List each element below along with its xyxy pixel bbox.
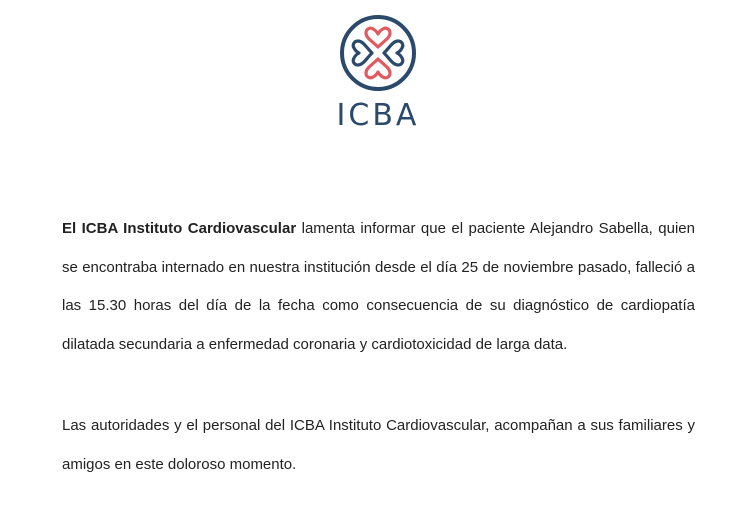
icba-hearts-logo-icon (339, 14, 417, 92)
institution-name-bold: El ICBA Instituto Cardiovascular (62, 220, 297, 237)
condolence-paragraph: Las autoridades y el personal del ICBA Instituto Cardiovascular, acompañan a sus familiares y amigos en este doloroso momento. (62, 417, 695, 473)
announcement-paragraph (62, 210, 695, 364)
announcement-text: lamenta informar que el paciente Alejandro Sabella, quien se encontraba internado en nuestra institución desde el día 25 de noviembre pasado, falleció a las 15.30 horas del día de la fecha como consecuencia de su diagnóstico de cardiopatía dilatada secundaria a enfermedad coronaria y cardiotoxicidad de larga data. (62, 220, 695, 353)
brand-name: ICBA (336, 98, 420, 133)
icba-logo (339, 14, 417, 92)
